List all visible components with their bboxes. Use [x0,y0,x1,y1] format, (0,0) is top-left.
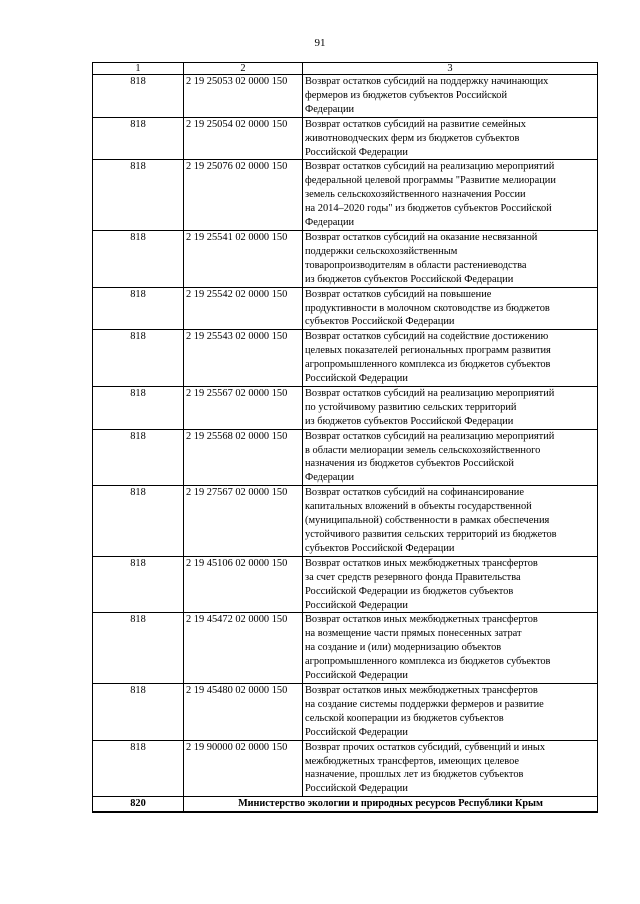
description-line: животноводческих ферм из бюджетов субъектов [305,132,520,144]
description-line: Федерации [305,217,355,229]
description-line: Российской Федерации из бюджетов субъектов [305,585,514,597]
description-cell [303,683,598,740]
header-col-3: 3 [303,63,598,75]
description-line: назначения из бюджетов субъектов Российской [305,458,514,470]
description-line: Возврат остатков иных межбюджетных трансфертов [305,614,538,626]
description-cell [303,613,598,684]
table-row [93,683,598,740]
budget-code-cell: 2 19 45472 02 0000 150 [184,613,303,684]
section-admin-code: 820 [93,797,184,812]
table-header-row [93,63,598,75]
admin-code-cell: 818 [93,160,184,231]
table-row [93,386,598,429]
description-line: Возврат остатков субсидий на оказание несвязанной [305,231,538,243]
table-row [93,117,598,160]
budget-code-cell: 2 19 25053 02 0000 150 [184,75,303,118]
description-line: Возврат остатков субсидий на реализацию мероприятий [305,387,555,399]
budget-code-cell: 2 19 25542 02 0000 150 [184,287,303,330]
budget-code-cell: 2 19 90000 02 0000 150 [184,740,303,797]
admin-code-cell: 818 [93,683,184,740]
description-line: Российской Федерации [305,146,408,158]
admin-code-cell: 818 [93,230,184,287]
section-row [93,797,598,812]
budget-code-cell: 2 19 45480 02 0000 150 [184,683,303,740]
table-row [93,330,598,387]
budget-code-cell: 2 19 25541 02 0000 150 [184,230,303,287]
description-line: Возврат остатков субсидий на реализацию мероприятий [305,161,555,173]
description-cell [303,330,598,387]
description-line: агропромышленного комплекса из бюджетов субъектов [305,656,551,668]
admin-code-cell: 818 [93,740,184,797]
description-line: продуктивности в молочном скотоводстве из бюджетов [305,302,550,314]
description-line: целевых показателей региональных программ развития [305,345,551,357]
table-row [93,740,598,797]
header-col-1: 1 [93,63,184,75]
description-line: земель сельскохозяйственного назначения России [305,189,526,201]
description-cell [303,486,598,557]
budget-code-cell: 2 19 45106 02 0000 150 [184,556,303,613]
table-row [93,230,598,287]
description-line: назначение, прошлых лет из бюджетов субъектов [305,769,524,781]
description-line: Возврат остатков субсидий на софинансирование [305,487,524,499]
description-cell [303,75,598,118]
budget-code-cell: 2 19 25076 02 0000 150 [184,160,303,231]
description-cell [303,160,598,231]
description-line: (муниципальной) собственности в рамках обеспечения [305,515,550,527]
description-line: федеральной целевой программы "Развитие мелиорации [305,175,556,187]
page-number: 91 [314,37,326,49]
description-line: по устойчивому развитию сельских территорий [305,401,517,413]
description-line: на создание системы поддержки фермеров и развитие [305,698,544,710]
admin-code-cell: 818 [93,613,184,684]
description-cell [303,429,598,486]
description-line: Российской Федерации [305,670,408,682]
description-line: агропромышленного комплекса из бюджетов субъектов [305,359,551,371]
description-line: Возврат остатков субсидий на повышение [305,288,492,300]
description-line: на возмещение части прямых понесенных затрат [305,628,522,640]
description-line: субъектов Российской Федерации [305,316,455,328]
description-line: Возврат остатков субсидий на поддержку начинающих [305,76,549,87]
description-line: сельской кооперации из бюджетов субъектов [305,712,504,724]
description-line: Возврат прочих остатков субсидий, субвенций и иных [305,741,546,753]
description-line: Федерации [305,103,355,115]
description-cell [303,740,598,797]
budget-code-cell: 2 19 25543 02 0000 150 [184,330,303,387]
admin-code-cell: 818 [93,117,184,160]
description-line: Возврат остатков субсидий на содействие достижению [305,331,549,343]
description-line: поддержки сельскохозяйственным [305,245,458,257]
description-line: на создание и (или) модернизацию объектов [305,642,502,654]
admin-code-cell: 818 [93,556,184,613]
description-line: Возврат остатков иных межбюджетных трансфертов [305,557,538,569]
description-cell [303,287,598,330]
budget-code-cell: 2 19 25054 02 0000 150 [184,117,303,160]
description-cell [303,230,598,287]
description-line: товаропроизводителям в области растениеводства [305,259,527,271]
table-row [93,287,598,330]
description-line: межбюджетных трансфертов, имеющих целевое [305,755,520,767]
table-row [93,429,598,486]
description-line: Российской Федерации [305,373,408,385]
description-line: из бюджетов субъектов Российской Федерации [305,415,514,427]
table-row [93,613,598,684]
description-line: капитальных вложений в объекты государственной [305,501,532,513]
description-line: на 2014–2020 годы" из бюджетов субъектов Российской [305,203,552,215]
description-line: из бюджетов субъектов Российской Федерации [305,273,514,285]
header-col-2: 2 [184,63,303,75]
table-row [93,160,598,231]
description-line: в области мелиорации земель сельскохозяйственного [305,444,541,456]
description-line: Российской Федерации [305,599,408,611]
description-line: Российской Федерации [305,726,408,738]
description-cell [303,117,598,160]
description-line: Возврат остатков субсидий на развитие семейных [305,118,526,130]
description-cell [303,386,598,429]
admin-code-cell: 818 [93,330,184,387]
admin-code-cell: 818 [93,429,184,486]
table-row [93,486,598,557]
table-row [93,75,598,118]
description-line: за счет средств резервного фонда Правительства [305,571,521,583]
description-cell [303,556,598,613]
admin-code-cell: 818 [93,386,184,429]
description-line: Возврат остатков субсидий на реализацию мероприятий [305,430,555,442]
admin-code-cell: 818 [93,287,184,330]
budget-code-cell: 2 19 27567 02 0000 150 [184,486,303,557]
section-name: Министерство экологии и природных ресурсов Республики Крым [184,797,598,812]
table-row [93,556,598,613]
description-line: Федерации [305,472,355,484]
admin-code-cell: 818 [93,75,184,118]
budget-classification-table [92,62,598,813]
budget-code-cell: 2 19 25568 02 0000 150 [184,429,303,486]
admin-code-cell: 818 [93,486,184,557]
description-line: Возврат остатков иных межбюджетных трансфертов [305,684,538,696]
description-line: субъектов Российской Федерации [305,542,455,554]
description-line: устойчивого развития сельских территорий из бюджетов [305,529,557,540]
budget-code-cell: 2 19 25567 02 0000 150 [184,386,303,429]
description-line: фермеров из бюджетов субъектов Российской [305,89,508,101]
description-line: Российской Федерации [305,783,408,795]
